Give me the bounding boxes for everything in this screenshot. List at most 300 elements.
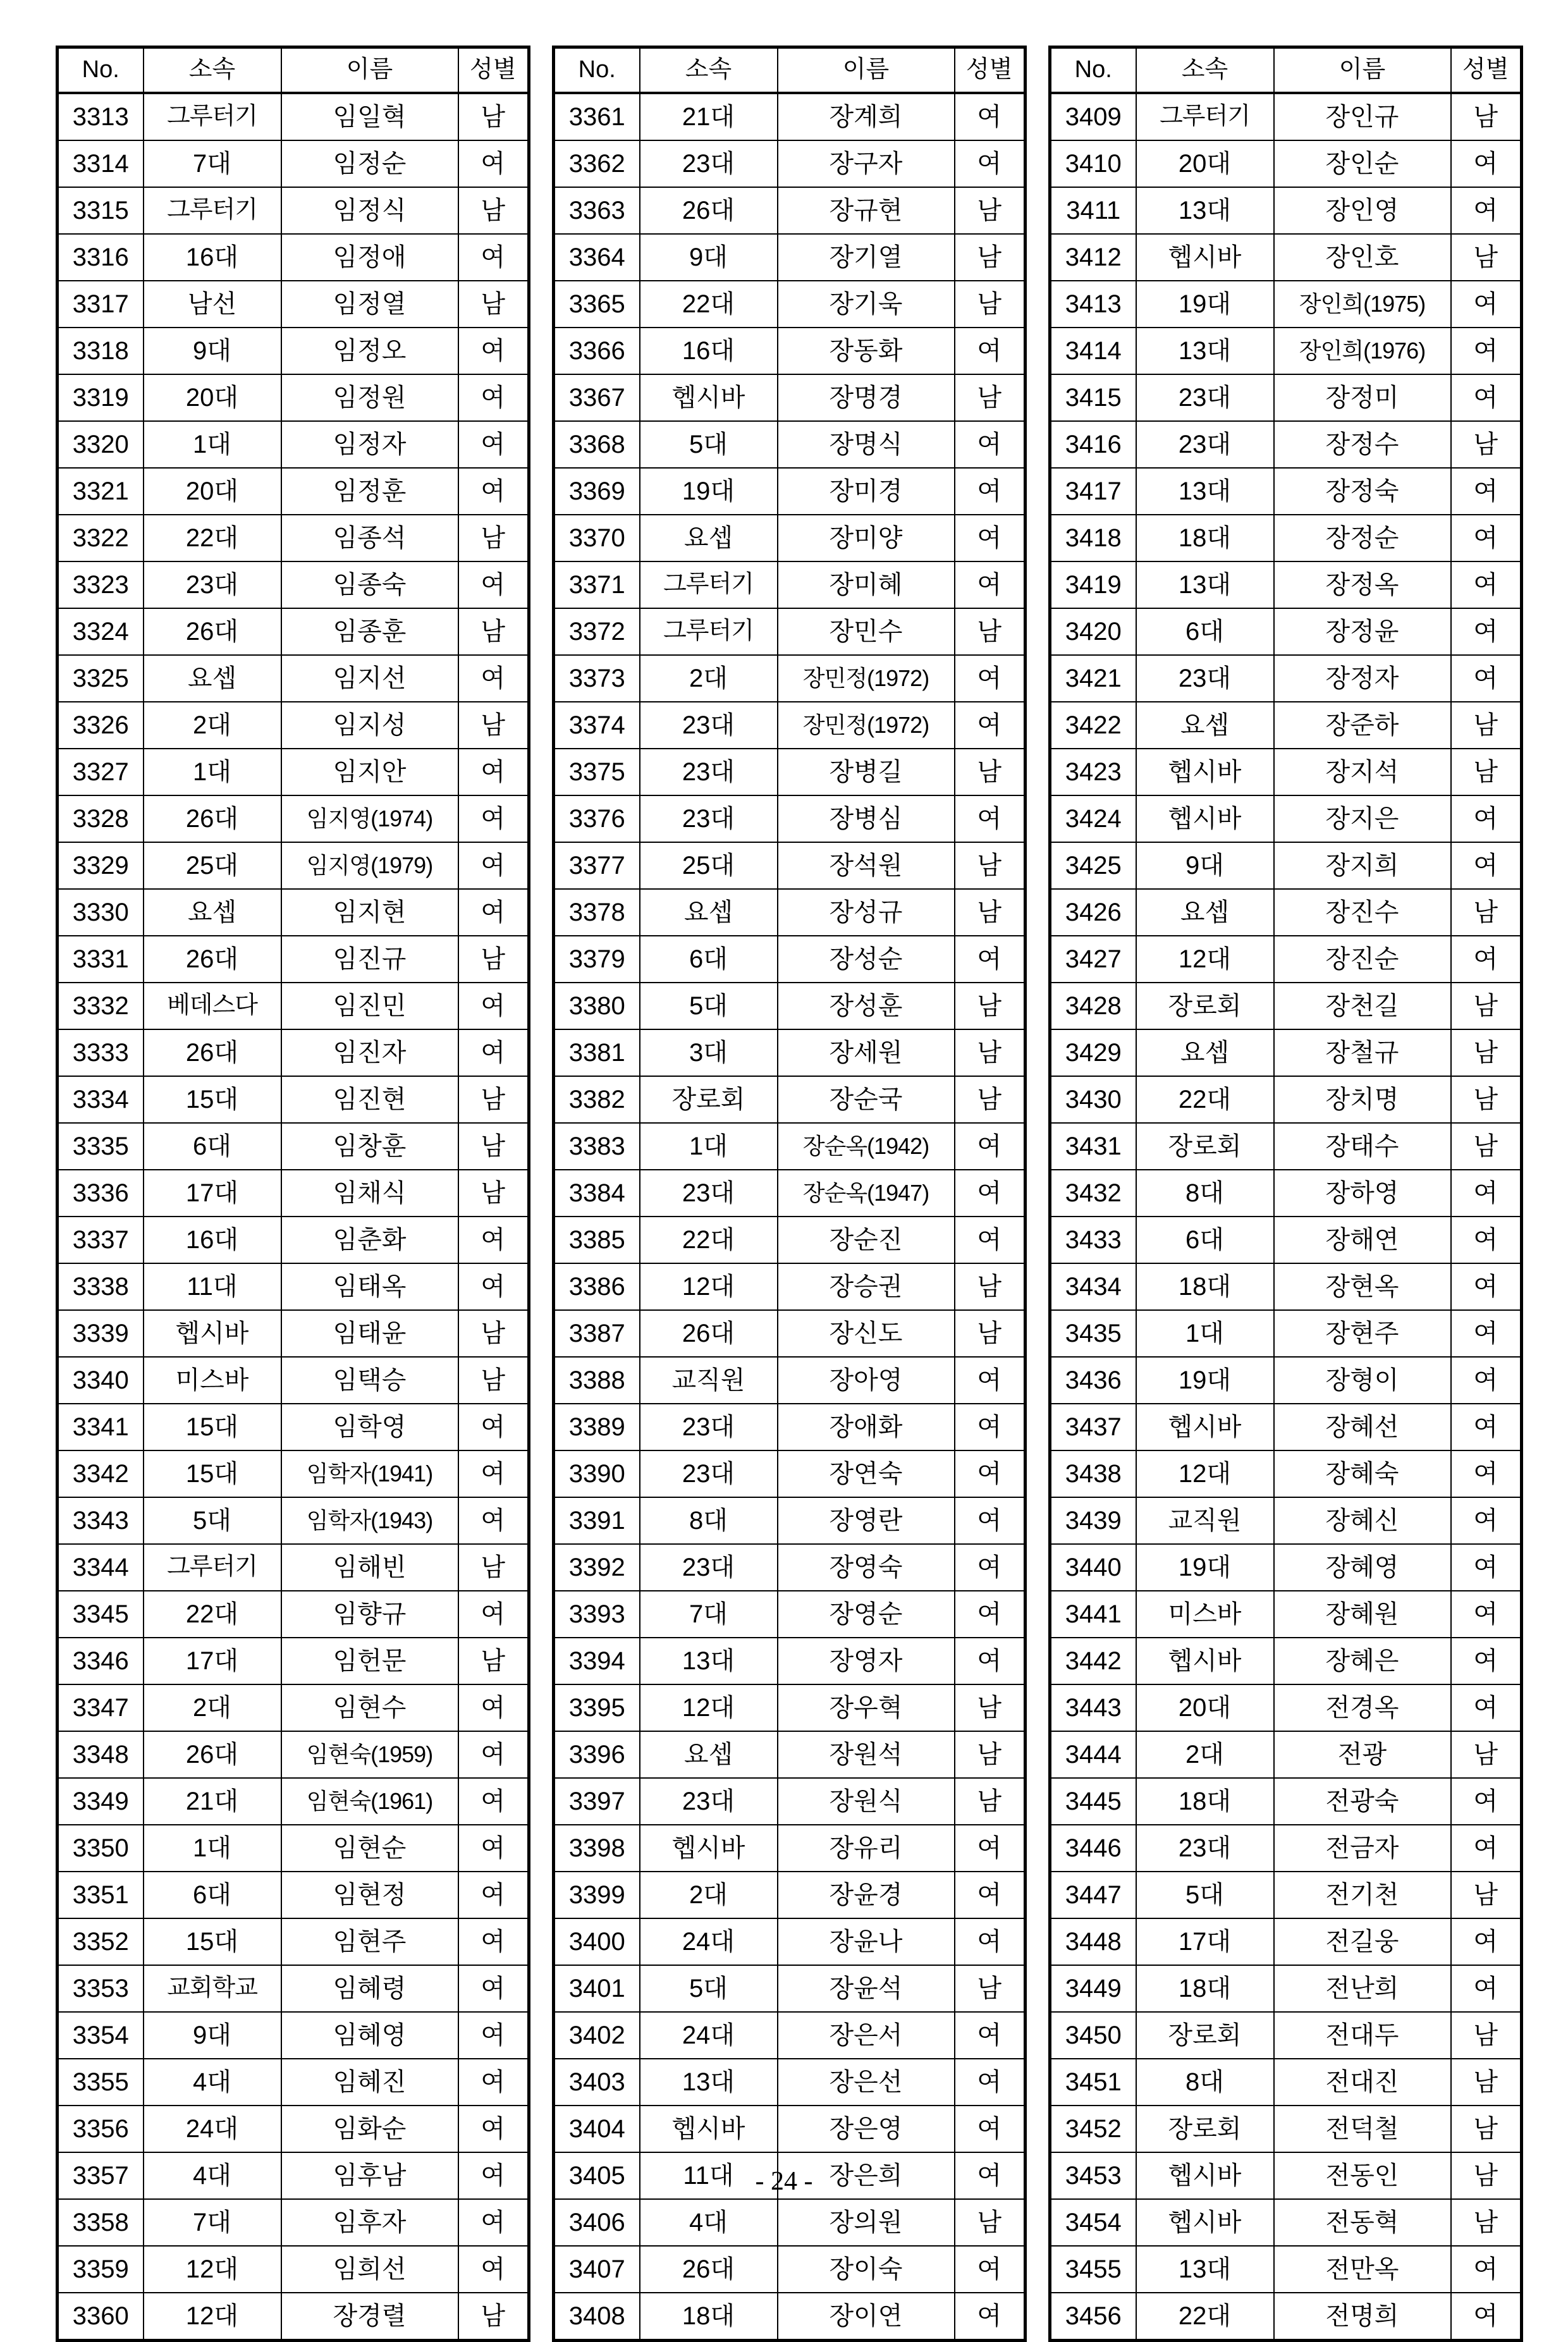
table-row <box>58 702 529 749</box>
column-header-no: No. <box>554 47 640 94</box>
table-row <box>554 140 1026 187</box>
cell-name: 장규현 <box>778 187 955 234</box>
cell-no: 3322 <box>58 515 144 561</box>
table-row <box>1050 749 1522 795</box>
cell-gender: 남 <box>955 187 1026 234</box>
cell-name: 장병심 <box>778 795 955 842</box>
cell-affiliation: 26대 <box>144 795 281 842</box>
table-row <box>554 2012 1026 2059</box>
cell-gender: 여 <box>458 1591 529 1638</box>
table-row <box>58 1450 529 1497</box>
cell-name: 장세원 <box>778 1029 955 1076</box>
cell-no: 3320 <box>58 421 144 468</box>
table-row <box>58 2012 529 2059</box>
cell-name: 임정원 <box>281 374 458 421</box>
cell-no: 3352 <box>58 1918 144 1965</box>
cell-gender: 남 <box>1451 2106 1522 2152</box>
cell-gender: 여 <box>458 2152 529 2199</box>
cell-no: 3365 <box>554 281 640 328</box>
cell-no: 3338 <box>58 1263 144 1310</box>
cell-affiliation: 26대 <box>144 608 281 655</box>
table-row <box>58 983 529 1029</box>
cell-no: 3348 <box>58 1731 144 1778</box>
cell-no: 3407 <box>554 2246 640 2293</box>
cell-affiliation: 6대 <box>144 1123 281 1170</box>
cell-affiliation: 7대 <box>144 2199 281 2246</box>
table-row <box>1050 328 1522 374</box>
cell-name: 장지은 <box>1274 795 1451 842</box>
cell-affiliation: 19대 <box>1136 1544 1274 1591</box>
cell-no: 3452 <box>1050 2106 1136 2152</box>
table-row <box>1050 1263 1522 1310</box>
cell-gender: 여 <box>1451 1404 1522 1450</box>
cell-name: 장혜원 <box>1274 1591 1451 1638</box>
cell-gender: 남 <box>1451 234 1522 281</box>
cell-affiliation: 헵시바 <box>144 1310 281 1357</box>
cell-affiliation: 헵시바 <box>1136 795 1274 842</box>
cell-name: 임정훈 <box>281 468 458 515</box>
table-row <box>1050 795 1522 842</box>
table-row <box>554 749 1026 795</box>
cell-no: 3449 <box>1050 1965 1136 2012</box>
table-row <box>554 795 1026 842</box>
cell-affiliation: 9대 <box>640 234 778 281</box>
roster-table <box>1048 46 1523 2342</box>
cell-gender: 여 <box>1451 655 1522 702</box>
cell-affiliation: 26대 <box>144 1029 281 1076</box>
cell-name: 임현숙(1961) <box>281 1778 458 1825</box>
cell-name: 임진자 <box>281 1029 458 1076</box>
cell-no: 3368 <box>554 421 640 468</box>
cell-name: 임후남 <box>281 2152 458 2199</box>
cell-no: 3435 <box>1050 1310 1136 1357</box>
cell-name: 장신도 <box>778 1310 955 1357</box>
cell-gender: 남 <box>955 889 1026 936</box>
cell-no: 3453 <box>1050 2152 1136 2199</box>
cell-gender: 남 <box>1451 702 1522 749</box>
cell-no: 3324 <box>58 608 144 655</box>
cell-gender: 여 <box>458 1965 529 2012</box>
cell-name: 임지현 <box>281 889 458 936</box>
table-row <box>58 1310 529 1357</box>
cell-no: 3425 <box>1050 842 1136 889</box>
cell-affiliation: 13대 <box>1136 561 1274 608</box>
table-row <box>58 93 529 140</box>
cell-name: 장애화 <box>778 1404 955 1450</box>
cell-gender: 남 <box>458 608 529 655</box>
cell-gender: 남 <box>955 1731 1026 1778</box>
cell-affiliation: 2대 <box>144 702 281 749</box>
cell-name: 임화순 <box>281 2106 458 2152</box>
cell-no: 3358 <box>58 2199 144 2246</box>
cell-affiliation: 12대 <box>1136 936 1274 983</box>
cell-name: 임현수 <box>281 1684 458 1731</box>
cell-affiliation: 요셉 <box>1136 702 1274 749</box>
cell-gender: 여 <box>955 936 1026 983</box>
cell-name: 임정순 <box>281 140 458 187</box>
cell-no: 3350 <box>58 1825 144 1872</box>
cell-name: 임종석 <box>281 515 458 561</box>
table-row <box>554 561 1026 608</box>
cell-affiliation: 23대 <box>1136 421 1274 468</box>
cell-affiliation: 12대 <box>640 1684 778 1731</box>
cell-name: 장지석 <box>1274 749 1451 795</box>
cell-affiliation: 교회학교 <box>144 1965 281 2012</box>
cell-gender: 여 <box>458 1450 529 1497</box>
table-row <box>554 2246 1026 2293</box>
cell-name: 장철규 <box>1274 1029 1451 1076</box>
table-row <box>554 93 1026 140</box>
cell-no: 3381 <box>554 1029 640 1076</box>
cell-no: 3357 <box>58 2152 144 2199</box>
cell-gender: 여 <box>955 515 1026 561</box>
cell-gender: 여 <box>458 1029 529 1076</box>
cell-affiliation: 1대 <box>144 749 281 795</box>
table-row <box>58 187 529 234</box>
cell-name: 장인규 <box>1274 93 1451 140</box>
cell-affiliation: 22대 <box>640 1217 778 1263</box>
cell-no: 3393 <box>554 1591 640 1638</box>
cell-affiliation: 19대 <box>1136 1357 1274 1404</box>
table-row <box>554 702 1026 749</box>
cell-affiliation: 23대 <box>1136 1825 1274 1872</box>
cell-no: 3373 <box>554 655 640 702</box>
table-row <box>554 655 1026 702</box>
cell-name: 임태윤 <box>281 1310 458 1357</box>
cell-gender: 남 <box>955 2199 1026 2246</box>
cell-no: 3416 <box>1050 421 1136 468</box>
cell-gender: 여 <box>458 1778 529 1825</box>
table-row <box>1050 655 1522 702</box>
cell-gender: 남 <box>955 1965 1026 2012</box>
cell-name: 장인호 <box>1274 234 1451 281</box>
table-row <box>58 842 529 889</box>
cell-affiliation: 23대 <box>640 140 778 187</box>
cell-gender: 여 <box>955 1170 1026 1217</box>
cell-name: 장하영 <box>1274 1170 1451 1217</box>
cell-gender: 여 <box>955 2293 1026 2341</box>
cell-gender: 남 <box>458 1544 529 1591</box>
cell-affiliation: 2대 <box>640 1872 778 1918</box>
table-row <box>554 1170 1026 1217</box>
cell-no: 3392 <box>554 1544 640 1591</box>
table-row <box>554 1731 1026 1778</box>
cell-gender: 여 <box>1451 328 1522 374</box>
cell-name: 임창훈 <box>281 1123 458 1170</box>
cell-gender: 여 <box>955 702 1026 749</box>
cell-affiliation: 25대 <box>144 842 281 889</box>
cell-gender: 남 <box>955 842 1026 889</box>
table-row <box>58 1497 529 1544</box>
table-row <box>1050 140 1522 187</box>
cell-affiliation: 장로회 <box>1136 2012 1274 2059</box>
cell-no: 3454 <box>1050 2199 1136 2246</box>
cell-gender: 여 <box>955 1357 1026 1404</box>
table-row <box>1050 842 1522 889</box>
cell-name: 전동인 <box>1274 2152 1451 2199</box>
cell-affiliation: 26대 <box>640 1310 778 1357</box>
table-row <box>554 608 1026 655</box>
cell-no: 3455 <box>1050 2246 1136 2293</box>
cell-affiliation: 23대 <box>640 1778 778 1825</box>
cell-affiliation: 장로회 <box>1136 2106 1274 2152</box>
cell-affiliation: 4대 <box>640 2199 778 2246</box>
cell-no: 3323 <box>58 561 144 608</box>
cell-no: 3448 <box>1050 1918 1136 1965</box>
table-row <box>58 1029 529 1076</box>
cell-name: 장미경 <box>778 468 955 515</box>
cell-gender: 여 <box>955 2012 1026 2059</box>
cell-no: 3385 <box>554 1217 640 1263</box>
cell-gender: 여 <box>458 655 529 702</box>
cell-name: 장영란 <box>778 1497 955 1544</box>
cell-affiliation: 18대 <box>1136 1778 1274 1825</box>
cell-name: 장아영 <box>778 1357 955 1404</box>
cell-gender: 남 <box>955 281 1026 328</box>
cell-name: 장인영 <box>1274 187 1451 234</box>
cell-no: 3334 <box>58 1076 144 1123</box>
column-header-name: 이름 <box>281 47 458 94</box>
cell-gender: 남 <box>1451 2012 1522 2059</box>
cell-affiliation: 23대 <box>640 1170 778 1217</box>
cell-no: 3456 <box>1050 2293 1136 2341</box>
cell-gender: 여 <box>1451 1918 1522 1965</box>
cell-gender: 여 <box>458 1731 529 1778</box>
cell-name: 장진수 <box>1274 889 1451 936</box>
cell-gender: 여 <box>458 2199 529 2246</box>
cell-gender: 여 <box>458 1404 529 1450</box>
cell-no: 3394 <box>554 1638 640 1684</box>
cell-no: 3408 <box>554 2293 640 2341</box>
cell-gender: 여 <box>458 468 529 515</box>
cell-name: 임정열 <box>281 281 458 328</box>
cell-gender: 여 <box>1451 1357 1522 1404</box>
table-row <box>58 561 529 608</box>
table-row <box>58 1872 529 1918</box>
cell-no: 3413 <box>1050 281 1136 328</box>
table-row <box>1050 234 1522 281</box>
table-row <box>554 936 1026 983</box>
table-row <box>58 1170 529 1217</box>
cell-no: 3414 <box>1050 328 1136 374</box>
cell-no: 3384 <box>554 1170 640 1217</box>
cell-affiliation: 2대 <box>1136 1731 1274 1778</box>
cell-name: 임후자 <box>281 2199 458 2246</box>
cell-name: 장혜은 <box>1274 1638 1451 1684</box>
cell-no: 3380 <box>554 983 640 1029</box>
cell-affiliation: 그루터기 <box>144 187 281 234</box>
cell-affiliation: 26대 <box>144 1731 281 1778</box>
cell-no: 3342 <box>58 1450 144 1497</box>
table-row <box>58 1591 529 1638</box>
cell-gender: 남 <box>1451 93 1522 140</box>
cell-no: 3424 <box>1050 795 1136 842</box>
cell-affiliation: 20대 <box>1136 140 1274 187</box>
table-row <box>554 234 1026 281</box>
cell-no: 3344 <box>58 1544 144 1591</box>
cell-affiliation: 12대 <box>144 2293 281 2341</box>
cell-affiliation: 26대 <box>144 936 281 983</box>
cell-gender: 여 <box>458 983 529 1029</box>
table-row <box>58 234 529 281</box>
cell-no: 3426 <box>1050 889 1136 936</box>
cell-no: 3325 <box>58 655 144 702</box>
cell-name: 장혜숙 <box>1274 1450 1451 1497</box>
cell-no: 3410 <box>1050 140 1136 187</box>
cell-affiliation: 20대 <box>144 468 281 515</box>
table-row <box>58 281 529 328</box>
cell-gender: 여 <box>1451 140 1522 187</box>
cell-gender: 여 <box>1451 515 1522 561</box>
cell-affiliation: 요셉 <box>640 1731 778 1778</box>
cell-name: 장미양 <box>778 515 955 561</box>
table-row <box>58 1263 529 1310</box>
cell-affiliation: 1대 <box>144 1825 281 1872</box>
cell-gender: 남 <box>955 608 1026 655</box>
cell-no: 3447 <box>1050 1872 1136 1918</box>
cell-name: 장정수 <box>1274 421 1451 468</box>
cell-gender: 여 <box>1451 1684 1522 1731</box>
cell-no: 3330 <box>58 889 144 936</box>
cell-affiliation: 5대 <box>144 1497 281 1544</box>
cell-name: 임종훈 <box>281 608 458 655</box>
cell-affiliation: 8대 <box>1136 2059 1274 2106</box>
cell-affiliation: 15대 <box>144 1076 281 1123</box>
cell-gender: 여 <box>1451 795 1522 842</box>
cell-no: 3353 <box>58 1965 144 2012</box>
table-row <box>1050 1918 1522 1965</box>
cell-gender: 남 <box>1451 749 1522 795</box>
cell-name: 장구자 <box>778 140 955 187</box>
cell-name: 장윤나 <box>778 1918 955 1965</box>
cell-no: 3318 <box>58 328 144 374</box>
cell-name: 임정식 <box>281 187 458 234</box>
cell-name: 장인희(1976) <box>1274 328 1451 374</box>
cell-gender: 여 <box>1451 1310 1522 1357</box>
cell-affiliation: 22대 <box>144 1591 281 1638</box>
column-header-affiliation: 소속 <box>640 47 778 94</box>
cell-affiliation: 헵시바 <box>640 1825 778 1872</box>
cell-gender: 남 <box>458 1357 529 1404</box>
cell-affiliation: 그루터기 <box>640 561 778 608</box>
cell-no: 3443 <box>1050 1684 1136 1731</box>
table-row <box>1050 1591 1522 1638</box>
cell-affiliation: 5대 <box>1136 1872 1274 1918</box>
cell-name: 장정숙 <box>1274 468 1451 515</box>
cell-affiliation: 18대 <box>1136 515 1274 561</box>
cell-gender: 여 <box>458 1263 529 1310</box>
cell-name: 임지선 <box>281 655 458 702</box>
cell-name: 장영자 <box>778 1638 955 1684</box>
cell-name: 임학자(1943) <box>281 1497 458 1544</box>
cell-affiliation: 요셉 <box>144 889 281 936</box>
cell-no: 3337 <box>58 1217 144 1263</box>
cell-gender: 남 <box>955 1310 1026 1357</box>
cell-affiliation: 교직원 <box>640 1357 778 1404</box>
cell-gender: 여 <box>458 421 529 468</box>
cell-no: 3314 <box>58 140 144 187</box>
cell-no: 3451 <box>1050 2059 1136 2106</box>
cell-no: 3364 <box>554 234 640 281</box>
cell-gender: 남 <box>955 374 1026 421</box>
cell-name: 전난희 <box>1274 1965 1451 2012</box>
table-row <box>58 1357 529 1404</box>
cell-name: 장준하 <box>1274 702 1451 749</box>
cell-gender: 남 <box>458 281 529 328</box>
table-row <box>554 1029 1026 1076</box>
cell-no: 3319 <box>58 374 144 421</box>
cell-name: 전기천 <box>1274 1872 1451 1918</box>
cell-gender: 여 <box>1451 1778 1522 1825</box>
table-row <box>554 281 1026 328</box>
cell-gender: 여 <box>458 561 529 608</box>
cell-affiliation: 19대 <box>1136 281 1274 328</box>
table-row <box>1050 2199 1522 2246</box>
cell-affiliation: 헵시바 <box>640 374 778 421</box>
cell-affiliation: 22대 <box>144 515 281 561</box>
cell-no: 3444 <box>1050 1731 1136 1778</box>
cell-affiliation: 13대 <box>1136 2246 1274 2293</box>
cell-no: 3317 <box>58 281 144 328</box>
cell-gender: 여 <box>1451 608 1522 655</box>
cell-affiliation: 그루터기 <box>640 608 778 655</box>
cell-no: 3345 <box>58 1591 144 1638</box>
cell-no: 3349 <box>58 1778 144 1825</box>
cell-gender: 남 <box>458 702 529 749</box>
cell-gender: 여 <box>955 1404 1026 1450</box>
page-number: - 24 - <box>755 2167 813 2196</box>
cell-no: 3351 <box>58 1872 144 1918</box>
cell-name: 임혜영 <box>281 2012 458 2059</box>
cell-no: 3331 <box>58 936 144 983</box>
cell-gender: 남 <box>1451 1123 1522 1170</box>
table-header-row <box>554 47 1026 94</box>
table-row <box>554 1450 1026 1497</box>
table-row <box>554 1404 1026 1450</box>
cell-name: 임진현 <box>281 1076 458 1123</box>
cell-gender: 남 <box>458 2293 529 2341</box>
cell-name: 장인순 <box>1274 140 1451 187</box>
cell-affiliation: 8대 <box>1136 1170 1274 1217</box>
cell-name: 전광 <box>1274 1731 1451 1778</box>
table-row <box>1050 1778 1522 1825</box>
table-row <box>58 795 529 842</box>
table-row <box>1050 1684 1522 1731</box>
cell-name: 장은영 <box>778 2106 955 2152</box>
table-row <box>554 1872 1026 1918</box>
table-row <box>58 1965 529 2012</box>
cell-name: 장미혜 <box>778 561 955 608</box>
cell-name: 장혜선 <box>1274 1404 1451 1450</box>
cell-affiliation: 6대 <box>144 1872 281 1918</box>
cell-affiliation: 요셉 <box>640 889 778 936</box>
cell-affiliation: 20대 <box>1136 1684 1274 1731</box>
table-row <box>1050 1357 1522 1404</box>
cell-no: 3372 <box>554 608 640 655</box>
cell-name: 장해연 <box>1274 1217 1451 1263</box>
cell-affiliation: 헵시바 <box>1136 2199 1274 2246</box>
cell-gender: 남 <box>458 936 529 983</box>
cell-gender: 남 <box>955 234 1026 281</box>
table-row <box>1050 1825 1522 1872</box>
cell-gender: 여 <box>458 2106 529 2152</box>
cell-no: 3378 <box>554 889 640 936</box>
table-row <box>58 1684 529 1731</box>
cell-affiliation: 5대 <box>640 421 778 468</box>
table-row <box>554 1310 1026 1357</box>
cell-gender: 남 <box>955 983 1026 1029</box>
cell-no: 3419 <box>1050 561 1136 608</box>
